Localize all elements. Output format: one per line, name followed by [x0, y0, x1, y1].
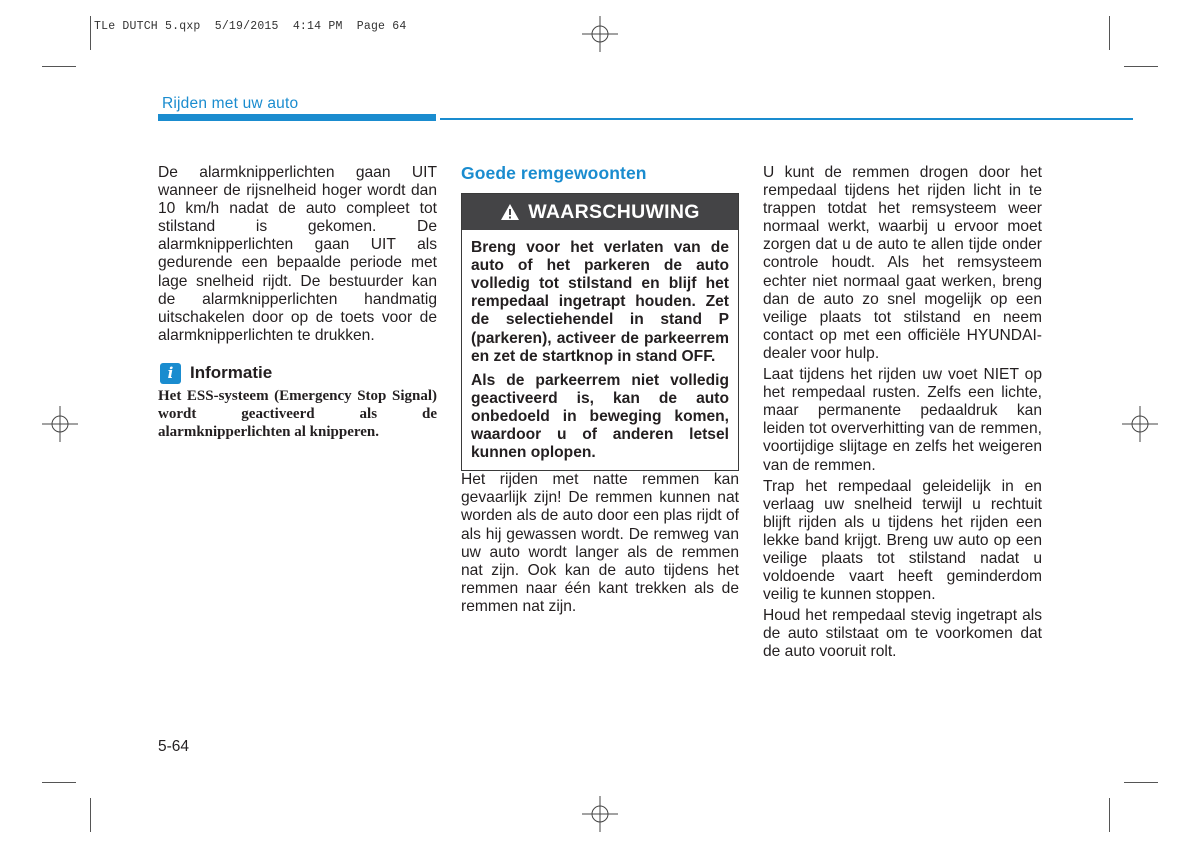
registration-mark-icon — [582, 16, 618, 52]
warning-box — [461, 193, 739, 471]
warning-paragraph: Als de parkeerrem niet volledig geactiveerd is, kan de auto onbedoeld in beweging komen, waardoor u of anderen letsel kunnen oplopen. — [471, 371, 729, 462]
body-paragraph: De alarmknipperlichten gaan UIT wanneer de rijsnelheid hoger wordt dan 10 km/h nadat de auto compleet tot stilstand is gekomen. De alarmknipperlichten gaan UIT als gedurende een bepaalde periode met lage snelheid rijdt. De bestuurder kan de alarmknipperlichten handmatig uitschakelen door op de toets voor de alarmknipperlichten te drukken. — [158, 164, 437, 344]
info-text: Het ESS-systeem (Emergency Stop Signal) wordt geactiveerd als de alarmknipperlichten al knipperen. — [158, 387, 437, 440]
warning-header — [462, 194, 738, 230]
column-right — [763, 164, 1042, 665]
body-paragraph: Houd het rempedaal stevig ingetrapt als de auto stilstaat om te voorkomen dat de auto vooruit rolt. — [763, 607, 1042, 661]
section-header-title: Rijden met uw auto — [162, 95, 299, 112]
warning-paragraph: Breng voor het verlaten van de auto of het parkeren de auto volledig tot stilstand en blijf het rempedaal ingetrapt houden. Zet de selectiehendel in stand P (parkeren), activeer de parkeerrem en zet de startknop in stand OFF. — [471, 239, 729, 365]
info-icon: i — [160, 363, 181, 384]
section-heading: Goede remgewoonten — [461, 163, 647, 183]
registration-mark-icon — [582, 796, 618, 832]
info-title: Informatie — [190, 363, 273, 383]
registration-mark-icon — [42, 406, 78, 442]
warning-triangle-icon — [500, 203, 520, 221]
header-rule-thick — [158, 114, 436, 121]
column-middle — [461, 164, 739, 619]
column-left — [158, 164, 437, 441]
body-paragraph: Het rijden met natte remmen kan gevaarlijk zijn! De remmen kunnen nat worden als de auto door een plas rijdt of als hij gewassen wordt. De remweg van uw auto wordt langer als de remmen nat zijn. Ook kan de auto tijdens het remmen naar één kant trekken als de remmen nat zijn. — [461, 471, 739, 615]
info-heading — [158, 363, 437, 384]
header-rule-thin — [440, 118, 1133, 120]
warning-title: WAARSCHUWING — [528, 201, 700, 224]
page-number: 5-64 — [158, 738, 190, 755]
registration-mark-icon — [1122, 406, 1158, 442]
body-paragraph: Laat tijdens het rijden uw voet NIET op het rempedaal rusten. Zelfs een lichte, maar permanente pedaaldruk kan leiden tot oververhitting van de remmen, voortijdige slijtage en zelfs het weigeren van de remmen. — [763, 366, 1042, 474]
print-slug: TLe DUTCH 5.qxp 5/19/2015 4:14 PM Page 64 — [94, 20, 407, 33]
body-paragraph: Trap het rempedaal geleidelijk in en verlaag uw snelheid terwijl u rechtuit blijft rijden als u tijdens het rijden een lekke band krijgt. Breng uw auto op een veilige plaats tot stilstand nadat u voldoende vaart heeft geminderdom veilig te kunnen stoppen. — [763, 477, 1042, 604]
warning-body — [462, 230, 738, 470]
body-paragraph: U kunt de remmen drogen door het rempedaal tijdens het rijden licht in te trappen totdat het remsysteem weer normaal werkt, waarbij u ervoor moet zorgen dat u de auto te allen tijde onder controle houdt. Als het remsysteem echter niet normaal gaat werken, breng dan de auto zo snel mogelijk op een veilige plaats tot stilstand en neem contact op met een officiële HYUNDAI-dealer voor hulp. — [763, 164, 1042, 362]
